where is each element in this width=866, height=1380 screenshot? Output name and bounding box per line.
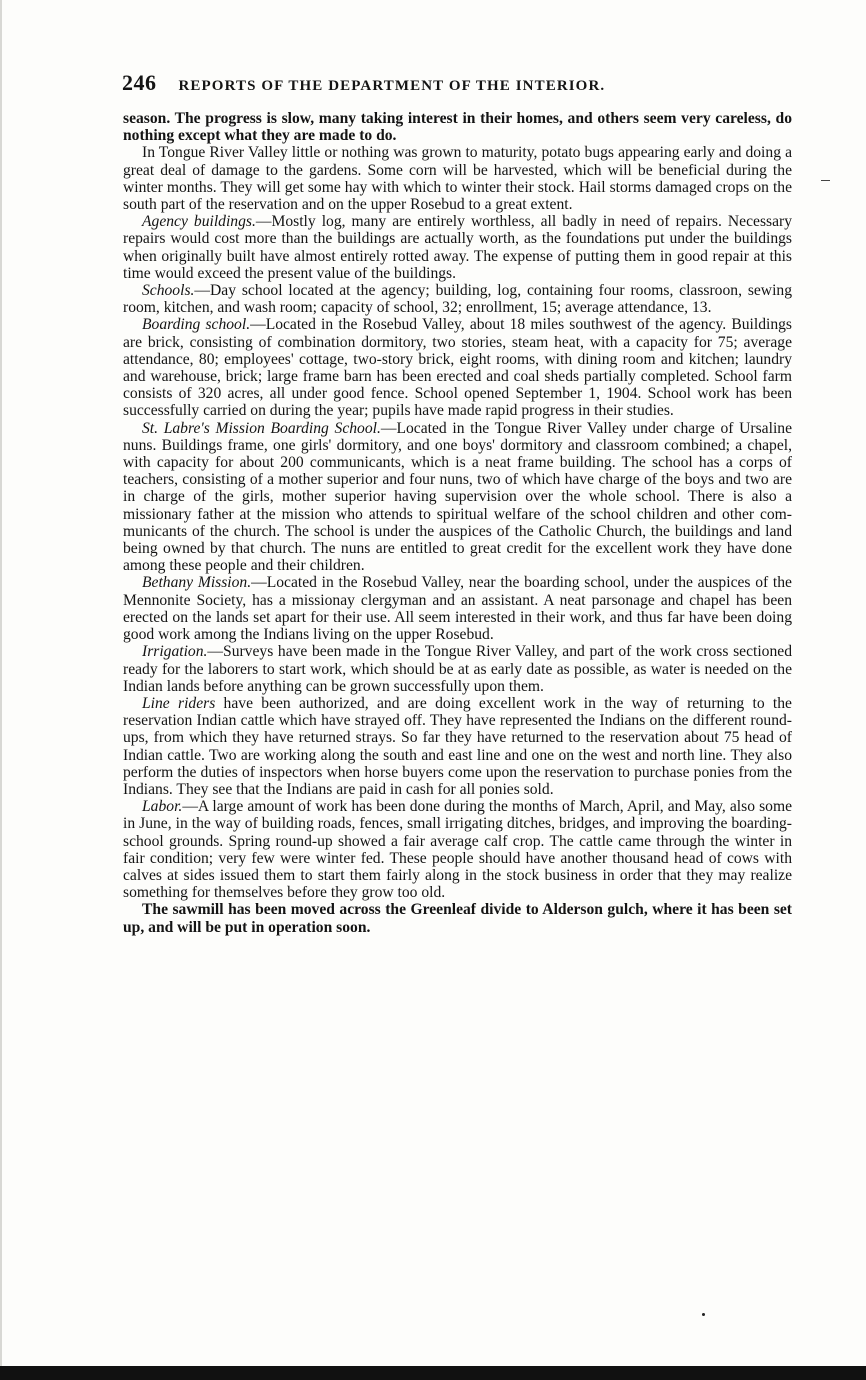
paragraph-text: —Mostly log, many are entirely worthless, all badly in need of repairs. Necessary repairs would cost more than the buildings are actually worth, as the foundations put under the buildings when originally built have almost entirely rotted away. The expense of putting them in good repair at this time would exceed the present value of the buildings. [123, 213, 792, 282]
scan-bottom-border [0, 1366, 866, 1380]
paragraph-lead: Schools. [142, 282, 195, 300]
paragraph-tongue-river [123, 144, 792, 213]
paragraph-lead: Line riders [142, 694, 216, 712]
ink-dot [702, 1313, 705, 1316]
paragraph-schools [123, 282, 792, 316]
paragraph-sawmill [123, 901, 792, 935]
running-head: REPORTS OF THE DEPARTMENT OF THE INTERIOR. [178, 78, 606, 94]
paragraph-irrigation [123, 643, 792, 695]
page-header [122, 70, 792, 100]
paragraph-lead: Irrigation. [142, 643, 208, 661]
paragraph-text: The sawmill has been moved across the Greenleaf divide to Alderson gulch, where it has been set up, and will be put in operation soon. [123, 901, 792, 936]
page-edge [0, 0, 2, 1380]
margin-mark [821, 180, 830, 181]
paragraph-agency-buildings [123, 213, 792, 282]
paragraph-text: —A large amount of work has been done during the months of March, April, and May, also some in June, in the way of building roads, fences, small irrigating ditches, bridges, and improving the boarding-school grounds. Spring round-up showed a fair average calf crop. The cattle came through the winter in fair condition; very few were winter fed. These people should have another thousand head of cows with calves at sides issued them to start them fairly along in the stock business in order that they may realize something for themselves before they grow too old. [123, 798, 792, 902]
paragraph-st-labre-mission [123, 420, 792, 575]
paragraph-text: —Located in the Tongue River Valley under charge of Ursaline nuns. Buildings frame, one girls' dormitory, and one boys' dormitory and classroom combined; a chapel, with capacity for about 200 communicants, which is a neat frame building. The school has a corps of teachers, consisting of a mother superior and four nuns, two of which have charge of the boys and two are in charge of the girls, mother superior having supervision over the whole school. There is also a missionary father at the mission who attends to spiritual welfare of the school children and other communicants of the church. The school is under the auspices of the Catholic Church, the buildings and land being owned by that church. The nuns are entitled to great credit for the excellent work they have done among these people and their children. [123, 419, 792, 575]
paragraph-bethany-mission [123, 574, 792, 643]
paragraph-text: —Day school located at the agency; building, log, containing four rooms, classroon, sewing room, kitchen, and wash room; capacity of school, 32; enrollment, 15; average attendance, 13. [123, 282, 792, 317]
paragraph-lead: Bethany Mission. [142, 574, 252, 592]
paragraph-lead: Boarding school. [142, 316, 251, 334]
report-body [123, 110, 792, 936]
paragraph-text: —Surveys have been made in the Tongue River Valley, and part of the work cross sectioned ready for the laborers to start work, which should be at as early date as possible, as water is needed on the Indian lands before anything can be grown successfully upon them. [123, 643, 792, 695]
paragraph-lead: Agency buildings. [142, 213, 256, 231]
paragraph-continuation [123, 110, 792, 144]
paragraph-text: In Tongue River Valley little or nothing was grown to maturity, potato bugs appearing early and doing a great deal of damage to the gardens. Some corn will be harvested, which will be beneficial during the winter months. They will get some hay with which to winter their stock. Hail storms damaged crops on the south part of the reservation and on the upper Rosebud to a great extent. [123, 144, 792, 214]
page-number: 246 [122, 70, 157, 95]
paragraph-text: have been authorized, and are doing excellent work in the way of returning to the reservation Indian cattle which have strayed off. They have represented the Indians on the different round-ups, from which they have returned strays. So far they have returned to the reservation about 75 head of Indian cattle. Two are working along the south and east line and one on the west and north line. They also perform the duties of inspectors when horse buyers come upon the reservation to purchase ponies from the Indians. They see that the Indians are paid in cash for all ponies sold. [123, 694, 792, 798]
paragraph-lead: Labor. [142, 798, 183, 816]
paragraph-lead: St. Labre's Mission Boarding School. [142, 419, 381, 437]
paragraph-text: season. The progress is slow, many taking interest in their homes, and others seem very careless, do nothing except what they are made to do. [123, 110, 792, 145]
paragraph-text: —Located in the Rosebud Valley, near the boarding school, under the auspices of the Mennonite Society, has a missionay clergyman and an assistant. A neat parsonage and chapel has been erected on the lands set apart for their use. All seem interested in their work, and thus far have been doing good work among the Indians living on the upper Rosebud. [123, 574, 792, 644]
paragraph-text: —Located in the Rosebud Valley, about 18 miles southwest of the agency. Buildings are brick, consisting of combination dormitory, two stories, steam heat, with a capacity for 75; average attendance, 80; employees' cottage, two-story brick, eight rooms, with dining room and kitchen; laundry and warehouse, brick; large frame barn has been erected and coal sheds partially completed. School farm consists of 320 acres, all under good fence. School opened September 1, 1904. School work has been successfully carried on during the year; pupils have made rapid progress in their studies. [123, 316, 792, 420]
paragraph-boarding-school [123, 316, 792, 419]
paragraph-line-riders [123, 695, 792, 798]
paragraph-labor [123, 798, 792, 901]
